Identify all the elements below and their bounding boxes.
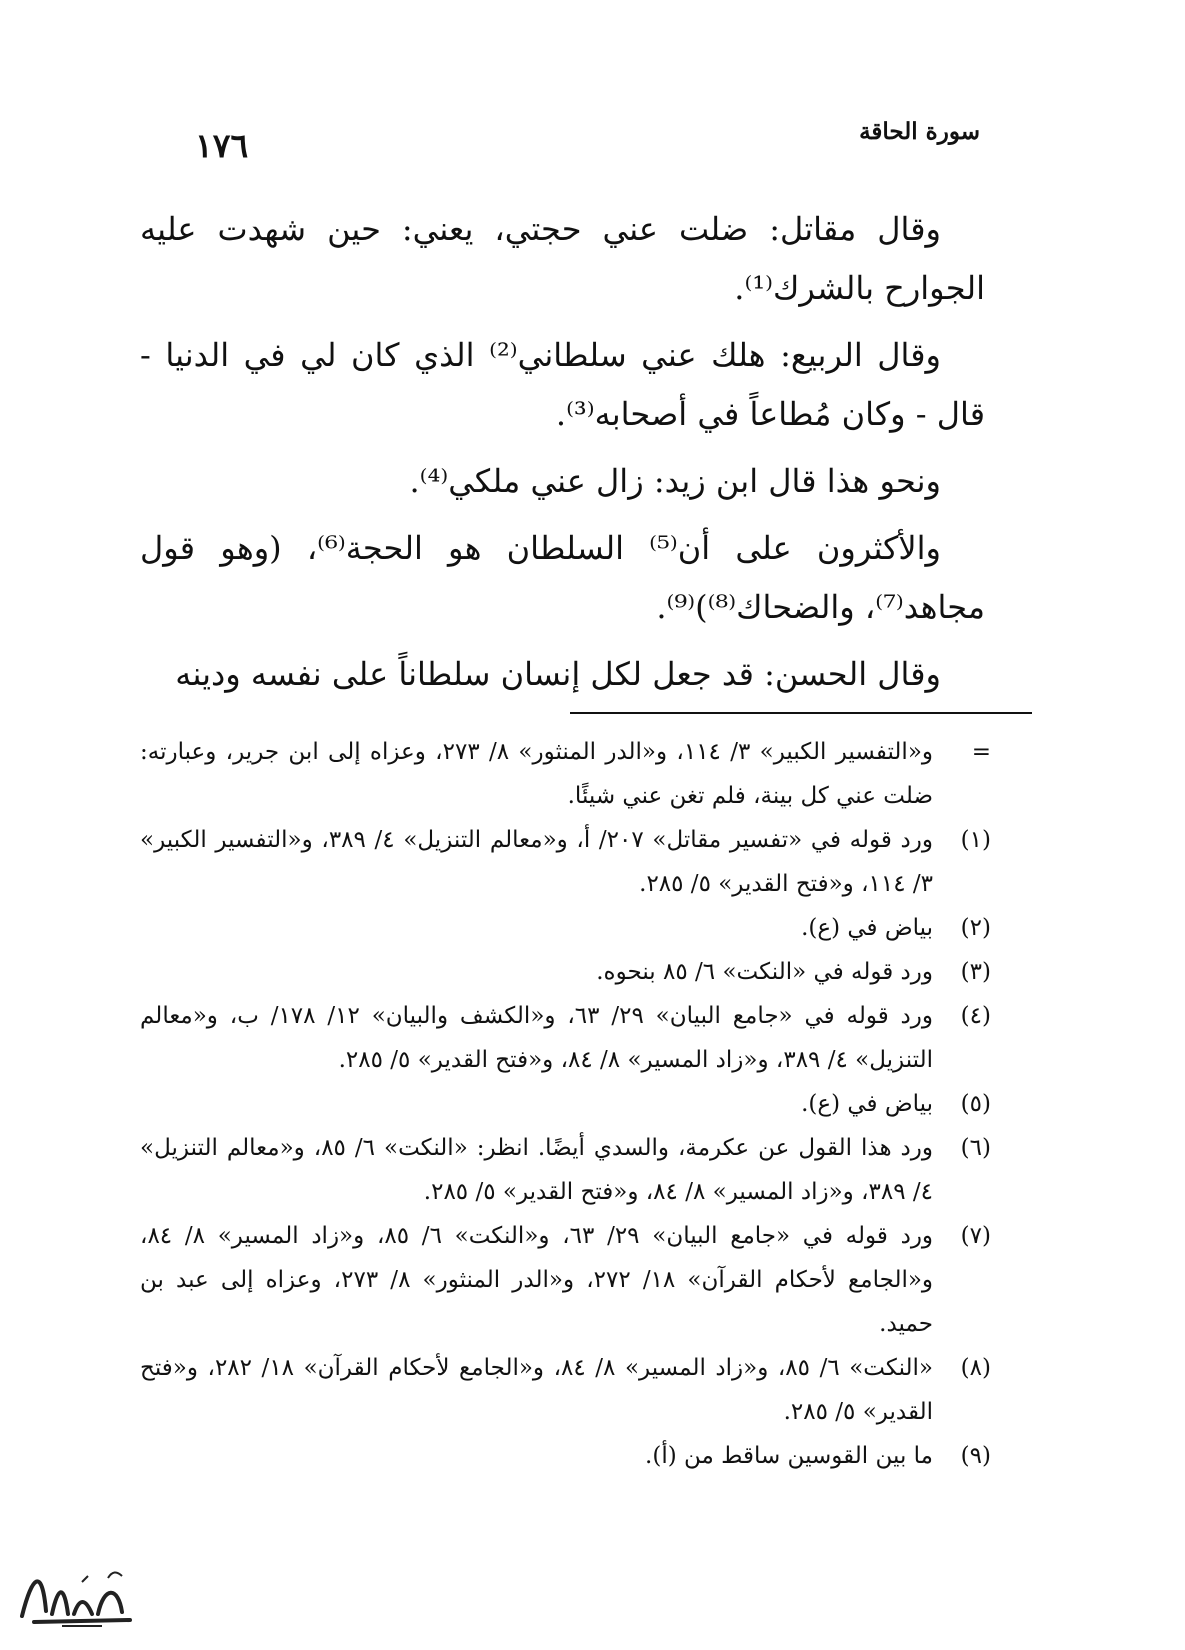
paragraph: وقال الحسن: قد جعل لكل إنسان سلطاناً على نفسه ودينه (175, 655, 941, 693)
footnote-separator (570, 712, 1032, 714)
footnote (140, 906, 991, 950)
footnote-number: (٦) (960, 1135, 991, 1161)
footnote-number: (٥) (960, 1091, 991, 1117)
footnotes (140, 730, 991, 1478)
footnote (140, 1214, 991, 1346)
paragraph: وقال الربيع: هلك عني سلطاني⁽²⁾ الذي كان لي في الدنيا - قال - وكان مُطاعاً في أصحابه⁽³⁾. (140, 336, 985, 433)
footnote-number: (٨) (960, 1355, 991, 1381)
footnote-number: = (971, 739, 991, 765)
footnote (140, 950, 991, 994)
footnote (140, 1434, 991, 1478)
footnote-number: (٤) (960, 1003, 991, 1029)
main-text (140, 200, 985, 712)
footnote-number: (٣) (960, 959, 991, 985)
calligraphy-logo-icon (12, 1556, 144, 1636)
page-header (195, 112, 980, 165)
paragraph: والأكثرون على أن⁽⁵⁾ السلطان هو الحجة⁽⁶⁾، (وهو قول مجاهد⁽⁷⁾، والضحاك⁽⁸⁾)⁽⁹⁾. (140, 529, 985, 626)
page-number: ١٧٦ (195, 126, 249, 165)
footnote-text: و«التفسير الكبير» ٣/ ١١٤، و«الدر المنثور» ٨/ ٢٧٣، وعزاه إلى ابن جرير، وعبارته: ضلت عني كل بينة، فلم تغن عني شيئًا. (140, 739, 933, 809)
footnote (140, 730, 991, 818)
paragraph: ونحو هذا قال ابن زيد: زال عني ملكي⁽⁴⁾. (409, 462, 941, 500)
paragraph: وقال مقاتل: ضلت عني حجتي، يعني: حين شهدت عليه الجوارح بالشرك⁽¹⁾. (140, 210, 985, 307)
footnote (140, 994, 991, 1082)
footnote-text: بياض في (ع). (801, 915, 933, 941)
footnote-text: ما بين القوسين ساقط من (أ). (645, 1443, 933, 1469)
footnote-text: ورد قوله في «النكت» ٦/ ٨٥ بنحوه. (596, 959, 933, 985)
footnote-number: (٢) (960, 915, 991, 941)
footnote-number: (٩) (960, 1443, 991, 1469)
footnote-text: ورد قوله في «جامع البيان» ٢٩/ ٦٣، و«الكشف والبيان» ١٢/ ١٧٨/ ب، و«معالم التنزيل» ٤/ ٣٨٩، و«زاد المسير» ٨/ ٨٤، و«فتح القدير» ٥/ ٢٨٥. (140, 1003, 934, 1073)
footnote-number: (١) (960, 827, 991, 853)
footnote-text: بياض في (ع). (801, 1091, 933, 1117)
footnote-number: (٧) (960, 1223, 991, 1249)
footnote (140, 1346, 991, 1434)
footnote-text: ورد قوله في «جامع البيان» ٢٩/ ٦٣، و«النكت» ٦/ ٨٥، و«زاد المسير» ٨/ ٨٤، و«الجامع لأحكام القرآن» ١٨/ ٢٧٢، و«الدر المنثور» ٨/ ٢٧٣، وعزاه إلى عبد بن حميد. (140, 1223, 934, 1337)
surah-title: سورة الحاقة (859, 118, 980, 145)
footnote (140, 1126, 991, 1214)
footnote (140, 1082, 991, 1126)
footnote-text: «النكت» ٦/ ٨٥، و«زاد المسير» ٨/ ٨٤، و«الجامع لأحكام القرآن» ١٨/ ٢٨٢، و«فتح القدير» ٥/ ٢٨٥. (140, 1355, 934, 1425)
footnote-text: ورد قوله في «تفسير مقاتل» ٢٠٧/ أ، و«معالم التنزيل» ٤/ ٣٨٩، و«التفسير الكبير» ٣/ ١١٤، و«فتح القدير» ٥/ ٢٨٥. (140, 827, 934, 897)
publisher-logo (12, 1556, 144, 1636)
footnote-text: ورد هذا القول عن عكرمة، والسدي أيضًا. انظر: «النكت» ٦/ ٨٥، و«معالم التنزيل» ٤/ ٣٨٩، و«زاد المسير» ٨/ ٨٤، و«فتح القدير» ٥/ ٢٨٥. (140, 1135, 934, 1205)
footnote (140, 818, 991, 906)
